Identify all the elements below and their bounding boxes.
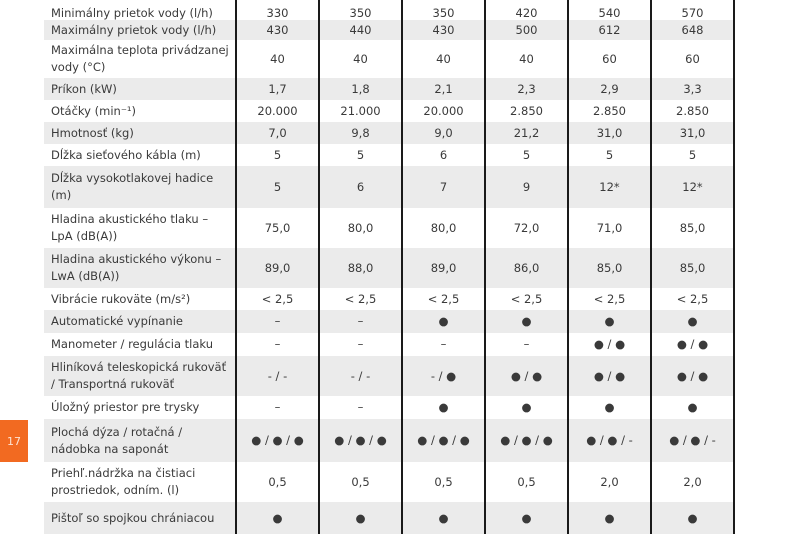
row-label: Manometer / regulácia tlaku xyxy=(44,333,236,356)
row-value: 570 xyxy=(651,0,734,20)
row-value: – xyxy=(236,310,319,333)
row-value: ● / ● / - xyxy=(568,419,651,462)
row-value: ● xyxy=(568,310,651,333)
row-value: 89,0 xyxy=(236,248,319,288)
row-value: 5 xyxy=(319,144,402,166)
row-value: 6 xyxy=(319,166,402,208)
row-value: ● / ● xyxy=(651,333,734,356)
row-value: ● xyxy=(402,502,485,534)
row-value: 540 xyxy=(568,0,651,20)
table-row xyxy=(44,20,734,40)
row-value: - / - xyxy=(319,356,402,396)
row-value: ● xyxy=(485,502,568,534)
row-value: 71,0 xyxy=(568,208,651,248)
row-value: 0,5 xyxy=(485,462,568,502)
row-value: ● / ● xyxy=(485,356,568,396)
row-value: 2,9 xyxy=(568,78,651,100)
table-row xyxy=(44,40,734,78)
table-row xyxy=(44,100,734,122)
row-value: 85,0 xyxy=(651,208,734,248)
row-label: Hliníková teleskopická rukoväť / Transportná rukoväť xyxy=(44,356,236,396)
row-value: 31,0 xyxy=(568,122,651,144)
row-value: 12* xyxy=(568,166,651,208)
row-value: – xyxy=(236,396,319,419)
row-value: ● / ● xyxy=(568,356,651,396)
row-value: 75,0 xyxy=(236,208,319,248)
spec-table-body xyxy=(44,0,734,534)
row-value: 88,0 xyxy=(319,248,402,288)
row-value: - / ● xyxy=(402,356,485,396)
table-row xyxy=(44,419,734,462)
row-value: < 2,5 xyxy=(568,288,651,310)
row-value: ● xyxy=(236,502,319,534)
row-value: ● xyxy=(402,396,485,419)
row-value: ● / ● xyxy=(568,333,651,356)
row-value: ● xyxy=(485,396,568,419)
row-value: 500 xyxy=(485,20,568,40)
row-label: Minimálny prietok vody (l/h) xyxy=(44,0,236,20)
row-value: 6 xyxy=(402,144,485,166)
row-value: 648 xyxy=(651,20,734,40)
row-label: Príkon (kW) xyxy=(44,78,236,100)
row-value: 40 xyxy=(319,40,402,78)
row-value: 1,7 xyxy=(236,78,319,100)
row-label: Maximálna teplota privádzanej vody (°C) xyxy=(44,40,236,78)
row-value: ● / ● xyxy=(651,356,734,396)
table-row xyxy=(44,288,734,310)
table-row xyxy=(44,356,734,396)
row-value: 40 xyxy=(485,40,568,78)
row-label: Hladina akustického výkonu – LwA (dB(A)) xyxy=(44,248,236,288)
row-value: 350 xyxy=(319,0,402,20)
row-value: 0,5 xyxy=(236,462,319,502)
row-value: ● xyxy=(402,310,485,333)
row-value: ● xyxy=(651,502,734,534)
page-number-tab: 17 xyxy=(0,420,28,462)
row-label: Dĺžka sieťového kábla (m) xyxy=(44,144,236,166)
row-value: ● xyxy=(485,310,568,333)
row-value: 9,8 xyxy=(319,122,402,144)
row-value: – xyxy=(485,333,568,356)
row-value: 31,0 xyxy=(651,122,734,144)
row-value: 2,0 xyxy=(651,462,734,502)
table-row xyxy=(44,208,734,248)
table-row xyxy=(44,166,734,208)
row-value: < 2,5 xyxy=(651,288,734,310)
row-value: 5 xyxy=(236,144,319,166)
row-label: Plochá dýza / rotačná / nádobka na saponát xyxy=(44,419,236,462)
row-value: 21,2 xyxy=(485,122,568,144)
table-row xyxy=(44,333,734,356)
row-value: 2.850 xyxy=(485,100,568,122)
row-value: 430 xyxy=(236,20,319,40)
row-label: Automatické vypínanie xyxy=(44,310,236,333)
row-value: 20.000 xyxy=(236,100,319,122)
table-row xyxy=(44,310,734,333)
row-value: 0,5 xyxy=(402,462,485,502)
row-value: 1,8 xyxy=(319,78,402,100)
row-value: 9 xyxy=(485,166,568,208)
row-value: < 2,5 xyxy=(485,288,568,310)
row-value: 440 xyxy=(319,20,402,40)
spec-table xyxy=(44,0,735,534)
row-value: 12* xyxy=(651,166,734,208)
row-value: 80,0 xyxy=(319,208,402,248)
row-value: 40 xyxy=(236,40,319,78)
row-value: – xyxy=(319,333,402,356)
row-value: – xyxy=(319,396,402,419)
table-row xyxy=(44,396,734,419)
row-label: Úložný priestor pre trysky xyxy=(44,396,236,419)
row-value: 612 xyxy=(568,20,651,40)
row-value: 89,0 xyxy=(402,248,485,288)
row-value: ● / ● / ● xyxy=(485,419,568,462)
row-value: ● xyxy=(568,502,651,534)
row-label: Dĺžka vysokotlakovej hadice (m) xyxy=(44,166,236,208)
row-value: 7 xyxy=(402,166,485,208)
row-value: – xyxy=(319,310,402,333)
row-value: 60 xyxy=(568,40,651,78)
row-label: Hmotnosť (kg) xyxy=(44,122,236,144)
row-label: Pištoľ so spojkou chrániacou xyxy=(44,502,236,534)
row-value: ● / ● / ● xyxy=(319,419,402,462)
row-label: Hladina akustického tlaku – LpA (dB(A)) xyxy=(44,208,236,248)
table-row xyxy=(44,462,734,502)
row-value: – xyxy=(402,333,485,356)
table-row xyxy=(44,502,734,534)
row-value: 7,0 xyxy=(236,122,319,144)
table-row xyxy=(44,0,734,20)
row-value: 72,0 xyxy=(485,208,568,248)
row-value: – xyxy=(236,333,319,356)
row-value: 5 xyxy=(651,144,734,166)
table-row xyxy=(44,144,734,166)
row-value: ● xyxy=(651,310,734,333)
row-value: 60 xyxy=(651,40,734,78)
row-value: ● / ● / - xyxy=(651,419,734,462)
row-value: ● xyxy=(319,502,402,534)
table-row xyxy=(44,78,734,100)
row-value: ● xyxy=(568,396,651,419)
row-value: 20.000 xyxy=(402,100,485,122)
row-value: < 2,5 xyxy=(319,288,402,310)
row-value: 2,3 xyxy=(485,78,568,100)
row-value: 86,0 xyxy=(485,248,568,288)
row-label: Vibrácie rukoväte (m/s²) xyxy=(44,288,236,310)
row-value: 85,0 xyxy=(568,248,651,288)
row-value: 3,3 xyxy=(651,78,734,100)
table-row xyxy=(44,248,734,288)
row-value: 21.000 xyxy=(319,100,402,122)
row-value: 2,0 xyxy=(568,462,651,502)
row-value: ● / ● / ● xyxy=(236,419,319,462)
row-value: 80,0 xyxy=(402,208,485,248)
row-value: 2.850 xyxy=(651,100,734,122)
row-value: 40 xyxy=(402,40,485,78)
row-value: 5 xyxy=(236,166,319,208)
row-value: 9,0 xyxy=(402,122,485,144)
row-value: 85,0 xyxy=(651,248,734,288)
row-value: 5 xyxy=(485,144,568,166)
row-value: 420 xyxy=(485,0,568,20)
row-value: 2,1 xyxy=(402,78,485,100)
row-value: 0,5 xyxy=(319,462,402,502)
row-label: Maximálny prietok vody (l/h) xyxy=(44,20,236,40)
row-value: 350 xyxy=(402,0,485,20)
row-label: Priehľ.nádržka na čistiaci prostriedok, odním. (l) xyxy=(44,462,236,502)
row-value: 330 xyxy=(236,0,319,20)
row-value: < 2,5 xyxy=(402,288,485,310)
table-row xyxy=(44,122,734,144)
row-value: ● / ● / ● xyxy=(402,419,485,462)
row-value: 430 xyxy=(402,20,485,40)
row-value: < 2,5 xyxy=(236,288,319,310)
row-value: 5 xyxy=(568,144,651,166)
row-value: ● xyxy=(651,396,734,419)
row-value: - / - xyxy=(236,356,319,396)
row-value: 2.850 xyxy=(568,100,651,122)
row-label: Otáčky (min⁻¹) xyxy=(44,100,236,122)
